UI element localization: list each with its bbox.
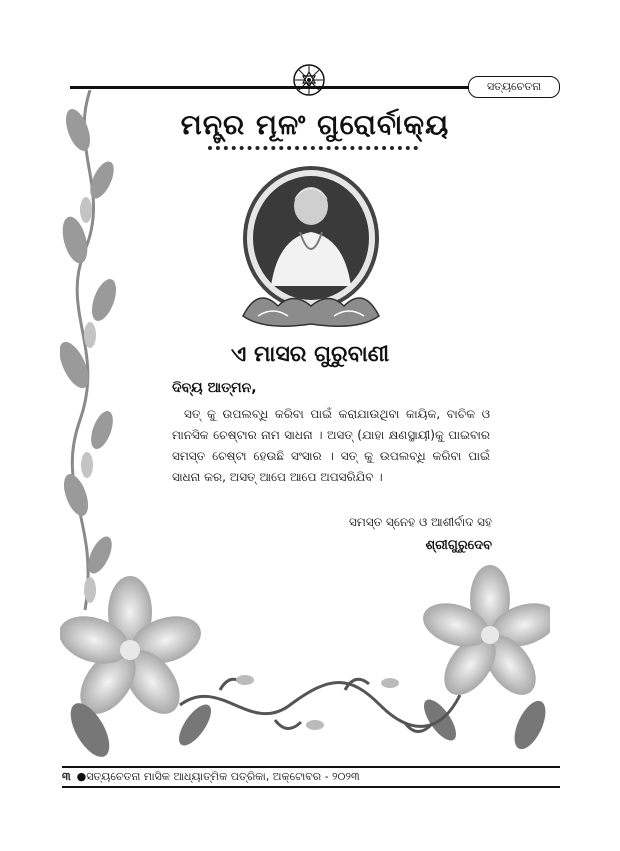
floral-decoration — [60, 555, 550, 765]
magazine-tag: ସତ୍ୟଚେତନା — [468, 76, 560, 98]
signature: ଶ୍ରୀଗୁରୁଦେବ — [425, 538, 492, 553]
footer-rule-bottom — [62, 786, 560, 788]
message-body: ସତ୍ କୁ ଉପଲବ୍ଧି କରିବା ପାଇଁ କରାଯାଉଥିବା କାୟିକ, ବାଚିକ ଓ ମାନସିକ ଚେଷ୍ଟାର ନାମ ସାଧନା । ଅସତ୍ (ଯାହା କ୍ଷଣସ୍ଥାୟୀ)କୁ ପାଇବାର ସମସ୍ତ ଚେଷ୍ଟା ହେଉଛି ସଂସାର । ସତ୍ କୁ ଉପଲବ୍ଧି କରିବା ପାଇଁ ସାଧନା କର, ଅସତ୍ ଆପେ ଆପେ ଅପସରିଯିବ । — [172, 407, 490, 484]
page-number: ୩ — [62, 770, 71, 783]
footer — [62, 768, 360, 786]
title-dotted-underline — [208, 146, 418, 154]
star-emblem-icon — [293, 64, 325, 96]
section-subtitle: ଏ ମାସର ଗୁରୁବାଣୀ — [230, 342, 390, 367]
closing-line: ସମସ୍ତ ସ୍ନେହ ଓ ଆଶୀର୍ବାଦ ସହ — [349, 515, 492, 529]
salutation: ଦିବ୍ୟ ଆତ୍ମନ, — [172, 380, 257, 396]
footer-text: ●ସତ୍ୟଚେତନା ମାସିକ ଆଧ୍ୟାତ୍ମିକ ପତ୍ରିକା, ଅକ୍ଟୋବର - ୨୦୨୩ — [76, 770, 360, 783]
header-rule — [70, 86, 510, 89]
page-title: ମନ୍ତ୍ର ମୂଳଂ ଗୁରୋର୍ବାକ୍ୟ — [180, 108, 450, 141]
guru-portrait — [238, 166, 384, 336]
